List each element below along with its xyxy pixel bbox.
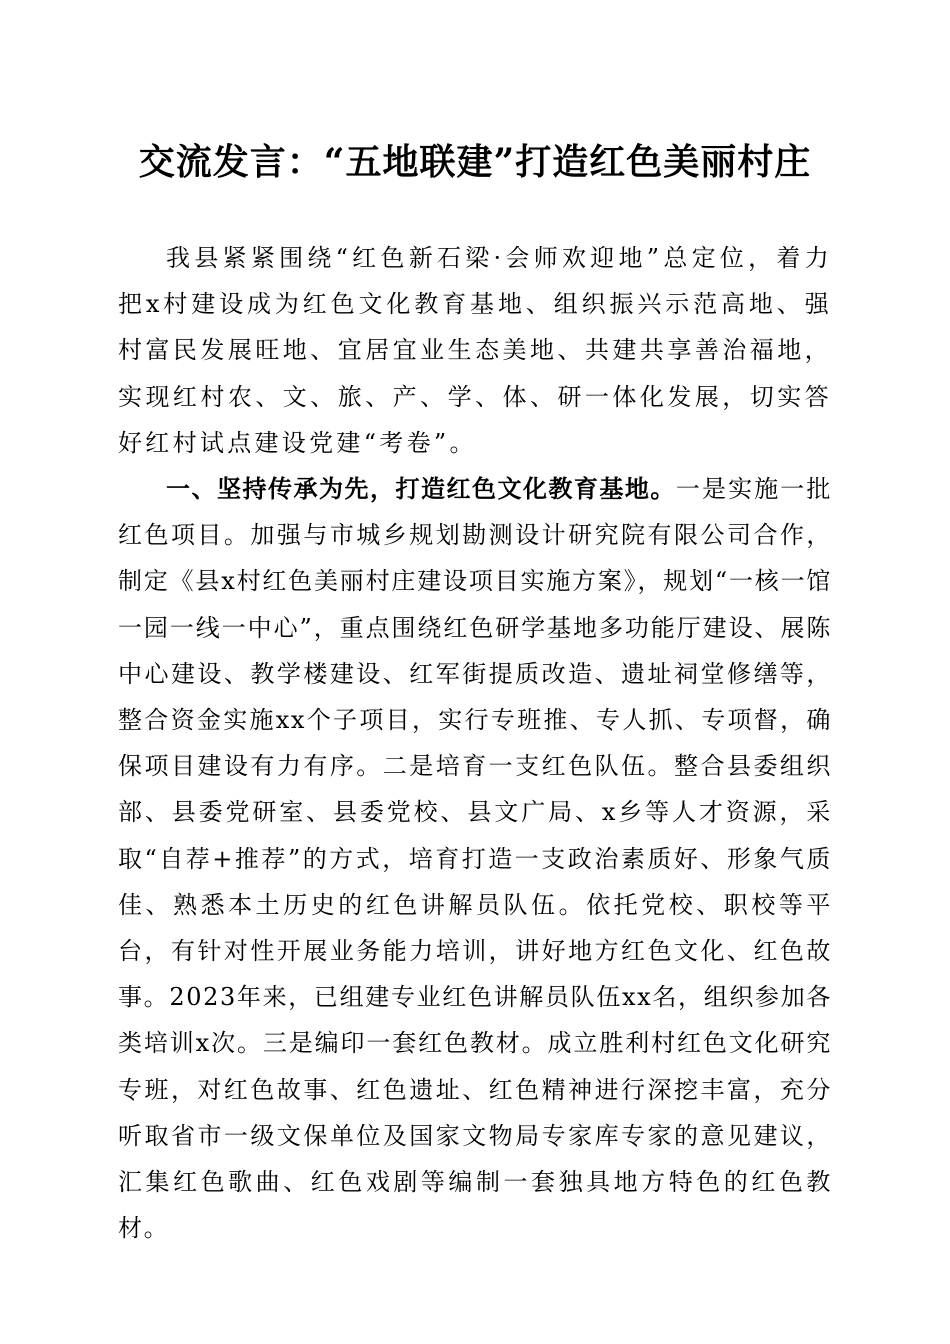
document-body <box>118 235 832 1251</box>
intro-paragraph <box>118 235 832 466</box>
section-one-paragraph <box>118 466 832 1251</box>
section-one-text: 一是实施一批红色项目。加强与市城乡规划勘测设计研究院有限公司合作，制定《县x村红色美丽村庄建设项目实施方案》，规划“一核一馆一园一线一中心”，重点围绕红色研学基地多功能厅建设、展陈中心建设、教学楼建设、红军街提质改造、遗址祠堂修缮等，整合资金实施xx个子项目，实行专班推、专人抓、专项督，确保项目建设有力有序。二是培育一支红色队伍。整合县委组织部、县委党研室、县委党校、县文广局、x乡等人才资源，采取“自荐+推荐”的方式，培育打造一支政治素质好、形象气质佳、熟悉本土历史的红色讲解员队伍。依托党校、职校等平台，有针对性开展业务能力培训，讲好地方红色文化、红色故事。2023年来，已组建专业红色讲解员队伍xx名，组织参加各类培训x次。三是编印一套红色教材。成立胜利村红色文化研究专班，对红色故事、红色遗址、红色精神进行深挖丰富，充分听取省市一级文保单位及国家文物局专家库专家的意见建议，汇集红色歌曲、红色戏剧等编制一套独具地方特色的红色教材。 <box>118 475 832 1243</box>
intro-paragraph-text: 我县紧紧围绕“红色新石梁·会师欢迎地”总定位，着力把x村建设成为红色文化教育基地、组织振兴示范高地、强村富民发展旺地、宜居宜业生态美地、共建共享善治福地，实现红村农、文、旅、产、学、体、研一体化发展，切实答好红村试点建设党建“考卷”。 <box>118 244 832 457</box>
document-title: 交流发言：“五地联建”打造红色美丽村庄 <box>138 141 812 183</box>
section-one-heading: 一、坚持传承为先，打造红色文化教育基地。 <box>166 475 676 504</box>
